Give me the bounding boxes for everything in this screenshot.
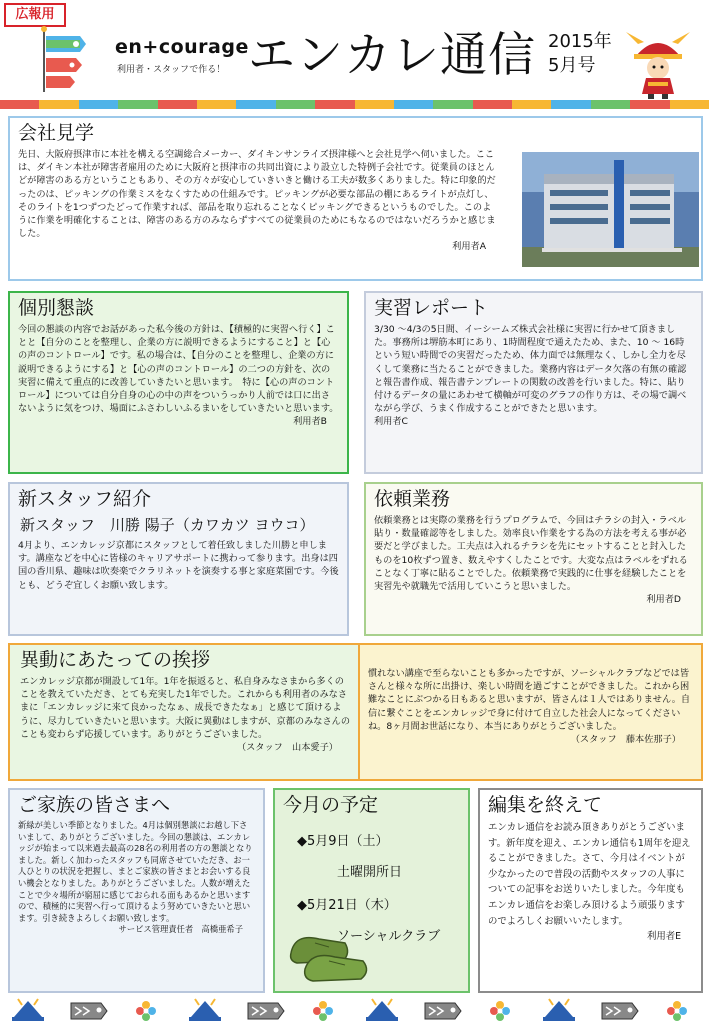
company-building-photo	[522, 152, 699, 267]
stripe-segment	[433, 100, 472, 109]
visit-text: 先日、大阪府摂津市に本社を構える空調総合メーカー、ダイキンサンライズ摂津様へと会社見学へ伺いました。ここは、ダイキン本社が障害者雇用のために大阪府と摂津市の共同出資により設立した特例子会社です。従業員のほとんどが障害のある方ということもあり、その方々が安心していきいきと働ける工夫が数多くありました。特に印象的だったのは、ピッキングの作業ミスをなくすための仕組みです。ピッキングが必要な部品の棚にあるライトが点灯し、そのライトを1つずつたどって作業すれば、部品を取り忘れることなくピッキングできるというものでした。このように作業を明確化することは、障害のある方のみならずすべての従業員のためにもなるのではないだろうかと感じました。	[18, 149, 496, 240]
section-body	[10, 323, 347, 429]
farewell-left-text: エンカレッジ京都が開設して1年。1年を振返ると、私自身みなさまから多くのことを教えていただき、とても充実した1年でした。これからも利用者のみなさまに「エンカレッジに来て良かったなぁ、成長できたなぁ」と感じて頂けるように、尽力していきたいと思います。大阪に異動はしますが、京都のみなさんのことも変わらず応援しています。ありがとうございました。	[20, 676, 351, 740]
schedule-date: ◆5月9日（土）	[297, 834, 389, 849]
farewell-section	[8, 643, 703, 781]
farewell-left-signature: （スタッフ 山本愛子）	[236, 742, 338, 754]
section-body	[10, 820, 263, 936]
schedule-date: ◆5月21日（木）	[297, 898, 397, 913]
ad-tag: 広報用	[4, 3, 66, 27]
section-title: 実習レポート	[374, 297, 489, 319]
stripe-segment	[197, 100, 236, 109]
interview-signature: 利用者B	[293, 416, 327, 428]
section-body	[480, 820, 701, 945]
kabuto-icon	[10, 997, 50, 1023]
kabuto-icon	[364, 997, 404, 1023]
staff-name: 新スタッフ 川勝 陽子（カワカツ ヨウコ）	[20, 516, 315, 534]
newsletter-title: エンカレ通信	[248, 28, 536, 83]
koinobori-icon	[423, 997, 463, 1023]
samurai-mascot-icon	[618, 30, 698, 100]
stripe-segment	[39, 100, 78, 109]
flower-icon	[305, 997, 345, 1023]
section-body	[10, 675, 358, 754]
shoes-illustration-icon	[285, 923, 375, 985]
section-body	[360, 667, 701, 746]
stripe-segment	[670, 100, 709, 109]
stripe-segment	[551, 100, 590, 109]
interview-text: 今回の懇談の内容でお話があった私今後の方針は、【積極的に実習へ行く】ことと【自分のことを整理し、企業の方に説明できるようにすること】と【心の声のコントロール】です。私の場合は、【自分のことを整理し、企業の方に説明できるようにする】と【心の声のコントロール】の二つの方針を、次の実習に備えて重点的に改善していきたいと思います。 特に【心の声のコントロール】については自分自身の心の中の声をついうっかり人前では口に出さないように気をつけ、場面にふさわしいふるまいをしていきたいと思います。	[18, 324, 339, 415]
request-signature: 利用者D	[646, 594, 681, 606]
kabuto-icon	[187, 997, 227, 1023]
koinobori-flag-icon	[40, 26, 88, 92]
staff-text: 4月より、エンカレッジ京都にスタッフとして着任致しました川勝と申します。講座などを中心に皆様のキャリアサポートに携わって参ります。出身は四国の香川県、趣味は吹奏楽でクラリネットを演奏する事と家庭菜園です。今後とも、どうぞ宜しくお願い致します。	[18, 540, 339, 591]
section-title: 今月の予定	[283, 794, 379, 816]
interview-section	[8, 291, 349, 474]
new-staff-section	[8, 482, 349, 636]
kabuto-icon	[541, 997, 581, 1023]
flower-icon	[128, 997, 168, 1023]
flower-icon	[659, 997, 699, 1023]
company-visit-section	[8, 116, 703, 281]
section-body	[10, 539, 347, 592]
section-title: 会社見学	[18, 122, 95, 144]
editorial-signature: 利用者E	[646, 931, 681, 943]
stripe-segment	[118, 100, 157, 109]
request-work-section	[364, 482, 703, 636]
issue-date	[548, 30, 612, 78]
family-signature: サービス管理責任者 高橋亜希子	[118, 924, 243, 935]
stripe-segment	[473, 100, 512, 109]
schedule-item	[275, 830, 468, 880]
koinobori-icon	[600, 997, 640, 1023]
family-message-section	[8, 788, 265, 993]
color-stripe	[0, 100, 709, 109]
editorial-section	[478, 788, 703, 993]
editorial-text: エンカレ通信をお読み頂きありがとうございます。新年度を迎え、エンカレ通信も1周年を迎えることができました。さて、今月はイベントが少なかったので普段の活動やスタッフの人事についての記事をお送りいたしました。今年度もエンカレ通信をお楽しみ頂けるよう頑張りますのでよろしくお願いいたします。	[488, 822, 691, 927]
koinobori-icon	[246, 997, 286, 1023]
flower-icon	[482, 997, 522, 1023]
farewell-left-column	[10, 645, 360, 779]
schedule-event: 土曜開所日	[337, 865, 403, 880]
schedule-section	[273, 788, 470, 993]
section-title: 新スタッフ紹介	[18, 488, 152, 510]
stripe-segment	[158, 100, 197, 109]
visit-signature: 利用者A	[452, 241, 486, 253]
schedule-event: ソーシャルクラブ	[337, 929, 441, 944]
report-signature: 利用者C	[374, 416, 408, 428]
family-text: 新緑が美しい季節となりました。4月は個別懇談にお越し下さいまして、ありがとうございました。今回の懇談は、エンカレッジが始まって以来過去最高の28名の利用者の方の懇談となりました。新しく加わったスタッフも同席させていただき、お一人ひとりの状況を把握し、まとご家族の皆さまとお会いする良い機会となりました。ありがとうございました。人数が増えたことで少々場所が窮屈に感じておられる面もあるかと思いますので、積極的に実習へ行って頂けるよう努めていきたいと思います。引き続きよろしくお願い致します。	[18, 820, 253, 923]
issue-year: 2015年	[548, 31, 612, 52]
section-title: 異動にあたっての挨拶	[20, 649, 211, 671]
stripe-segment	[276, 100, 315, 109]
section-title: 個別懇談	[18, 297, 95, 319]
section-title: 編集を終えて	[488, 794, 603, 816]
section-body	[366, 514, 701, 606]
stripe-segment	[355, 100, 394, 109]
section-title: ご家族の皆さまへ	[18, 794, 171, 816]
koinobori-icon	[69, 997, 109, 1023]
brand-tagline: 利用者・スタッフで作る！	[117, 65, 226, 75]
request-text: 依頼業務とは実際の業務を行うプログラムで、今回はチラシの封入・ラベル貼り・数量確認等をしました。効率良い作業をする為の方法を考える事が必要だと学びました。工夫点は入れるチラシを先にセットすることと封入したものを10枚ずつ置き、数えやすくしたことです。大変な点はラベルをずれることなく丁寧に貼ることでした。依頼業務で実践的に仕事を経験したことを実習先や就職先で活用していこうと思いました。	[374, 515, 688, 593]
stripe-segment	[512, 100, 551, 109]
report-text: 3/30 ～4/3の5日間、イーシームズ株式会社様に実習に行かせて頂きました。事務所は堺筋本町にあり、1時間程度で通えたため、また、10 ～ 16時という短い時間での実習だったため、体力面では無理なく、しかし全力を尽くして業務に当たることができました。業務内容はデータ欠落の有無の確認と報告書作成、報告書テンプレートの関数の改善を行いました。特に、貼り付けるデータの量にあわせて横軸が可変のグラフの作り方は、その場で調べながら学び、うまく作成することができたと思います。	[374, 324, 687, 415]
section-title: 依頼業務	[374, 488, 451, 510]
stripe-segment	[315, 100, 354, 109]
farewell-right-signature: （スタッフ 藤本佐那子）	[570, 734, 681, 746]
farewell-right-column	[360, 645, 701, 779]
farewell-right-text: 慣れない講座で至らないことも多かったですが、ソーシャルクラブなどでは皆さんと様々な所に出掛け、楽しい時間を過ごすことができました。これから困難なことにぶつかる日もあると思いますが、皆さんは１人ではありません。自信に繋ぐことをエンカレッジで身に付けて自立した社会人になってくださいね。8ヶ月間お世話になり、本当にありがとうございました。	[368, 668, 691, 732]
section-body	[366, 323, 701, 429]
stripe-segment	[394, 100, 433, 109]
stripe-segment	[236, 100, 275, 109]
issue-month: 5月号	[548, 55, 596, 76]
stripe-segment	[0, 100, 39, 109]
stripe-segment	[79, 100, 118, 109]
internship-report-section	[364, 291, 703, 474]
stripe-segment	[591, 100, 630, 109]
section-body	[10, 148, 506, 254]
decorative-footer	[0, 996, 709, 1024]
brand-name: en+courage	[115, 36, 249, 58]
stripe-segment	[630, 100, 669, 109]
